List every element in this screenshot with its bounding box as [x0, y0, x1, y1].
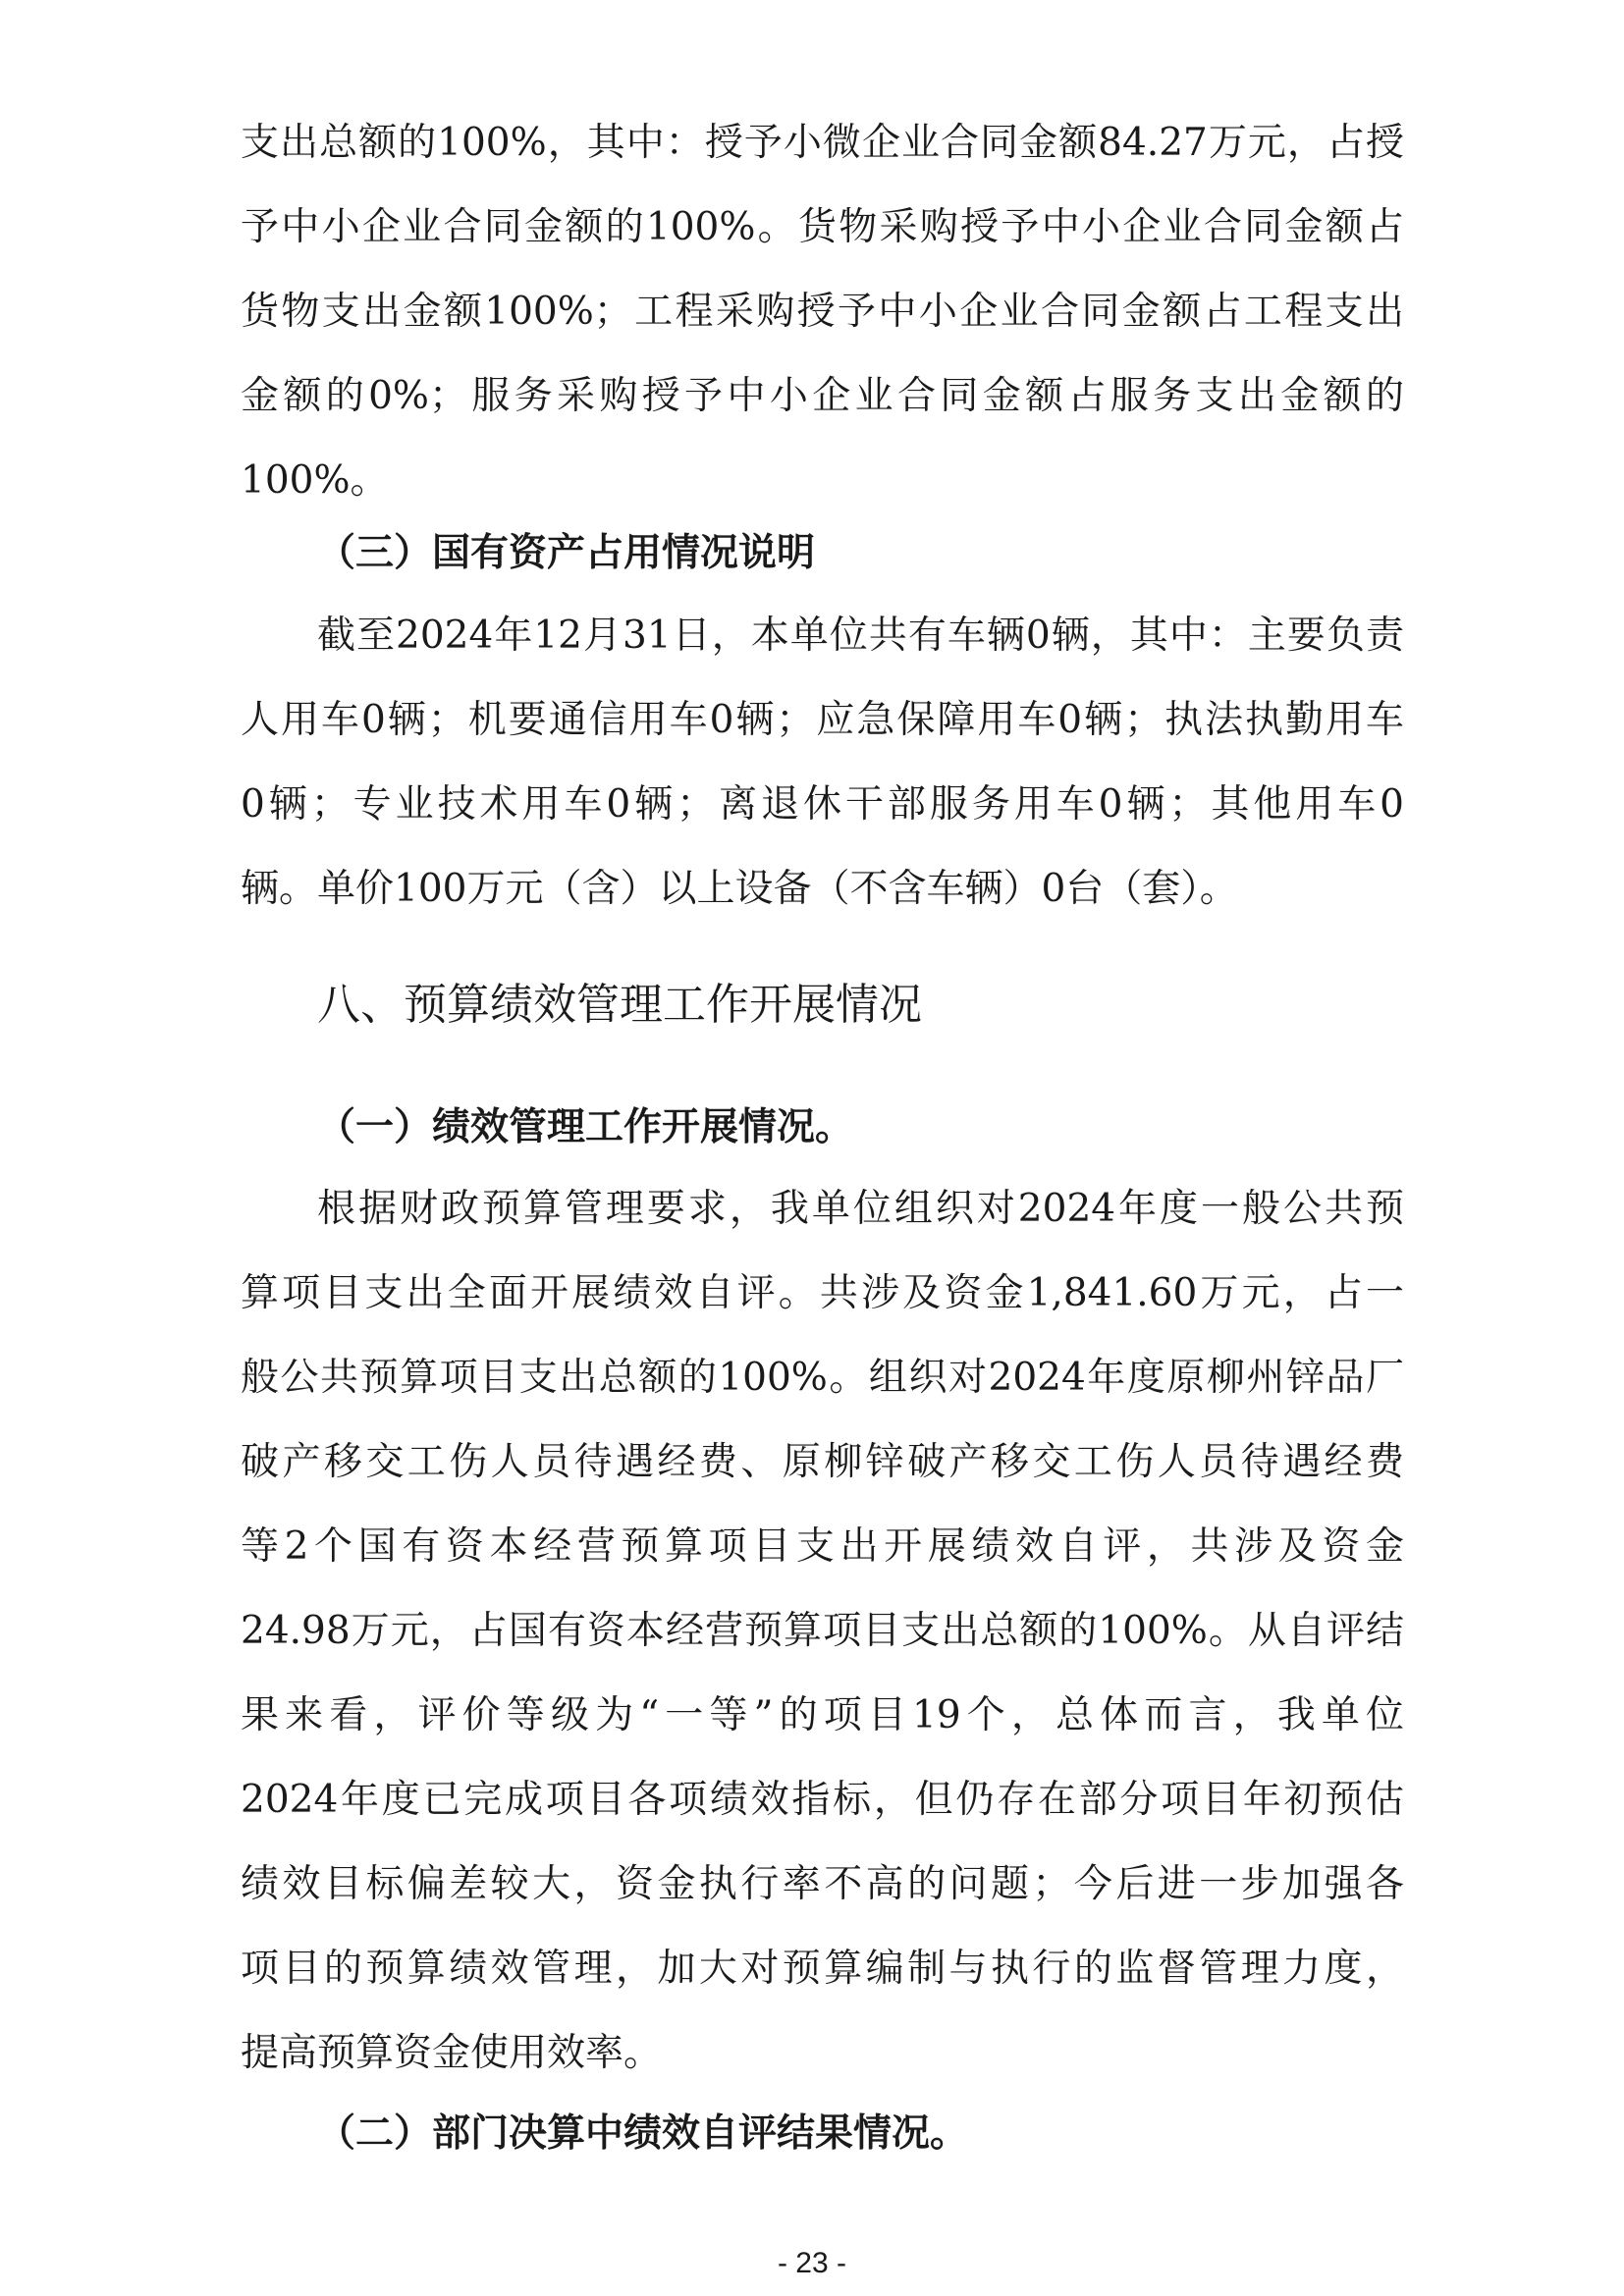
paragraph-line: 截至2024年12月31日，本单位共有车辆0辆，其中：主要负责 [317, 614, 1404, 658]
paragraph-line: 100%。 [241, 458, 389, 503]
paragraph-line: 提高预算资金使用效率。 [241, 2031, 663, 2075]
paragraph-line: 果来看，评价等级为“一等”的项目19个，总体而言，我单位 [241, 1693, 1404, 1737]
sub-heading-assets: （三）国有资产占用情况说明 [317, 531, 816, 575]
paragraph-line: 予中小企业合同金额的100%。货物采购授予中小企业合同金额占 [241, 205, 1404, 249]
paragraph-line: 货物支出金额100%；工程采购授予中小企业合同金额占工程支出 [241, 290, 1404, 334]
paragraph-line: 根据财政预算管理要求，我单位组织对2024年度一般公共预 [317, 1187, 1404, 1231]
paragraph-line: 破产移交工伤人员待遇经费、原柳锌破产移交工伤人员待遇经费 [241, 1440, 1404, 1484]
paragraph-line: 项目的预算绩效管理，加大对预算编制与执行的监督管理力度， [241, 1947, 1404, 1991]
sub-heading-performance: （一）绩效管理工作开展情况。 [317, 1105, 854, 1149]
paragraph-line: 绩效目标偏差较大，资金执行率不高的问题；今后进一步加强各 [241, 1862, 1404, 1906]
page-number: - 23 - [777, 2247, 847, 2279]
section-title: 八、预算绩效管理工作开展情况 [317, 980, 922, 1030]
sub-heading-self-evaluation: （二）部门决算中绩效自评结果情况。 [317, 2111, 969, 2156]
paragraph-line: 支出总额的100%，其中：授予小微企业合同金额84.27万元，占授 [241, 121, 1404, 165]
paragraph-line: 算项目支出全面开展绩效自评。共涉及资金1,841.60万元，占一 [241, 1271, 1404, 1315]
paragraph-line: 2024年度已完成项目各项绩效指标，但仍存在部分项目年初预估 [241, 1778, 1404, 1822]
paragraph-line: 般公共预算项目支出总额的100%。组织对2024年度原柳州锌品厂 [241, 1356, 1404, 1400]
paragraph-line: 24.98万元，占国有资本经营预算项目支出总额的100%。从自评结 [241, 1609, 1404, 1653]
paragraph-line: 等2个国有资本经营预算项目支出开展绩效自评，共涉及资金 [241, 1524, 1404, 1569]
paragraph-line: 辆。单价100万元（含）以上设备（不含车辆）0台（套）。 [241, 867, 1238, 911]
paragraph-line: 金额的0%；服务采购授予中小企业合同金额占服务支出金额的 [241, 374, 1404, 418]
paragraph-line: 0辆；专业技术用车0辆；离退休干部服务用车0辆；其他用车0 [241, 782, 1404, 827]
paragraph-line: 人用车0辆；机要通信用车0辆；应急保障用车0辆；执法执勤用车 [241, 698, 1404, 742]
